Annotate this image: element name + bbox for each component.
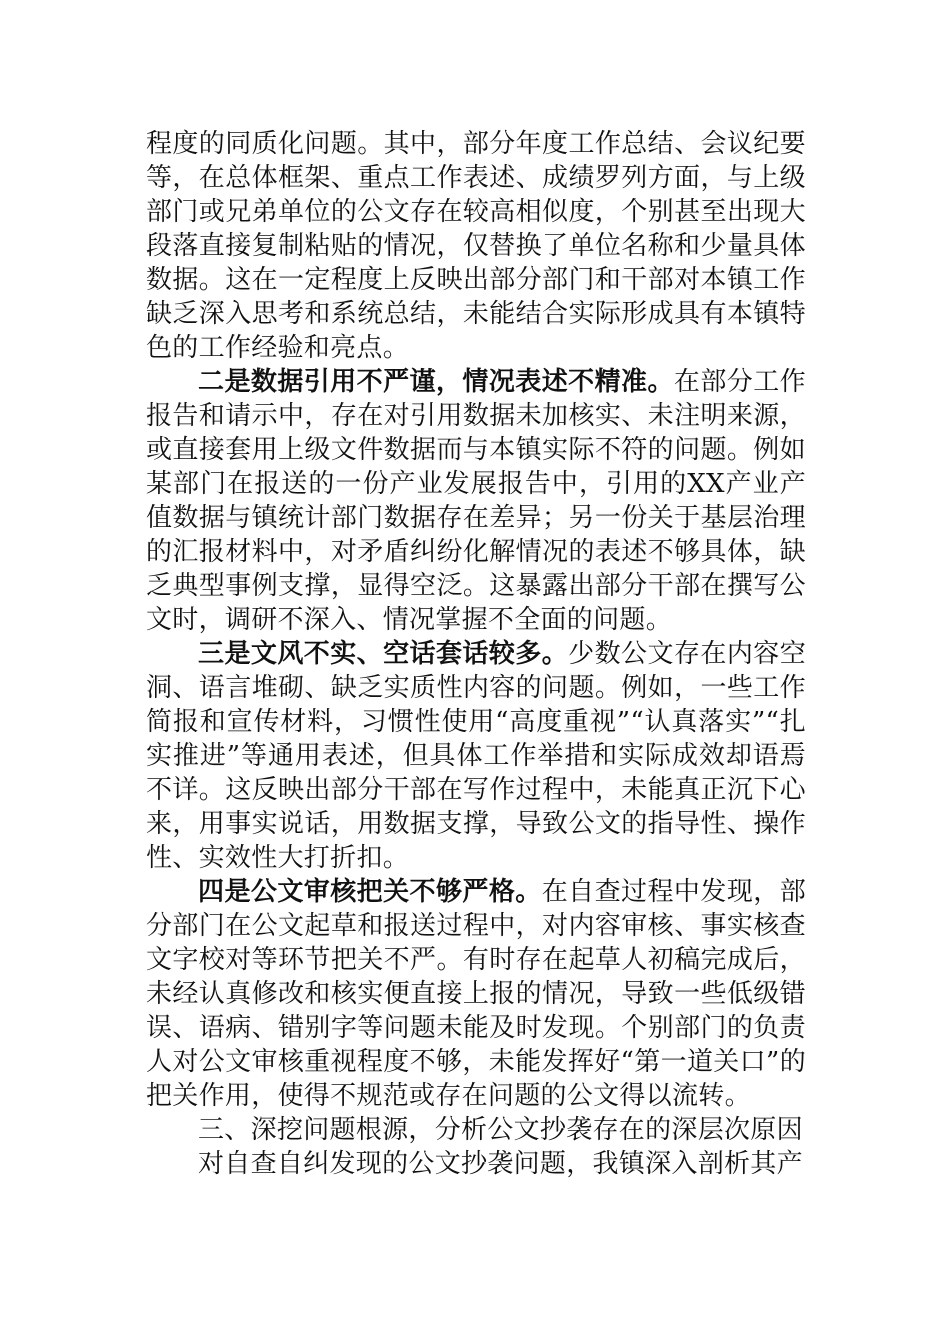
paragraph-review bbox=[146, 875, 806, 1113]
document-page bbox=[146, 127, 806, 1181]
paragraph-body: 在自查过程中发现，部分部门在公文起草和报送过程中，对内容审核、事实核查文字校对等环节把关不严。有时存在起草人初稿完成后，未经认真修改和核实便直接上报的情况，导致一些低级错误、语病、错别字等问题未能及时发现。个别部门的负责人对公文审核重视程度不够，未能发挥好“第一道关口”的把关作用，使得不规范或存在问题的公文得以流转。 bbox=[146, 877, 806, 1111]
paragraph-continuation: 程度的同质化问题。其中，部分年度工作总结、会议纪要等，在总体框架、重点工作表述、成绩罗列方面，与上级部门或兄弟单位的公文存在较高相似度，个别甚至出现大段落直接复制粘贴的情况，仅替换了单位名称和少量具体数据。这在一定程度上反映出部分部门和干部对本镇工作缺乏深入思考和系统总结，未能结合实际形成具有本镇特色的工作经验和亮点。 bbox=[146, 129, 806, 363]
paragraph-writing-style bbox=[146, 637, 806, 875]
paragraph-root-cause: 对自查自纠发现的公文抄袭问题，我镇深入剖析其产 bbox=[198, 1149, 803, 1179]
section-heading: 三、深挖问题根源，分析公文抄袭存在的深层次原因 bbox=[198, 1115, 803, 1145]
paragraph-data-citation bbox=[146, 365, 806, 637]
paragraph-heading: 四是公文审核把关不够严格。 bbox=[198, 877, 542, 907]
paragraph-heading: 三是文风不实、空话套话较多。 bbox=[198, 639, 569, 669]
paragraph-body: 在部分工作报告和请示中，存在对引用数据未加核实、未注明来源，或直接套用上级文件数据而与本镇实际不符的问题。例如某部门在报送的一份产业发展报告中，引用的XX产业产值数据与镇统计部门数据存在差异；另一份关于基层治理的汇报材料中，对矛盾纠纷化解情况的表述不够具体，缺乏典型事例支撑，显得空泛。这暴露出部分干部在撰写公文时，调研不深入、情况掌握不全面的问题。 bbox=[146, 367, 806, 635]
paragraph-heading: 二是数据引用不严谨，情况表述不精准。 bbox=[198, 367, 674, 397]
paragraph-body: 少数公文存在内容空洞、语言堆砌、缺乏实质性内容的问题。例如，一些工作简报和宣传材料，习惯性使用“高度重视”“认真落实”“扎实推进”等通用表述，但具体工作举措和实际成效却语焉不详。这反映出部分干部在写作过程中，未能真正沉下心来，用事实说话，用数据支撑，导致公文的指导性、操作性、实效性大打折扣。 bbox=[146, 639, 806, 873]
